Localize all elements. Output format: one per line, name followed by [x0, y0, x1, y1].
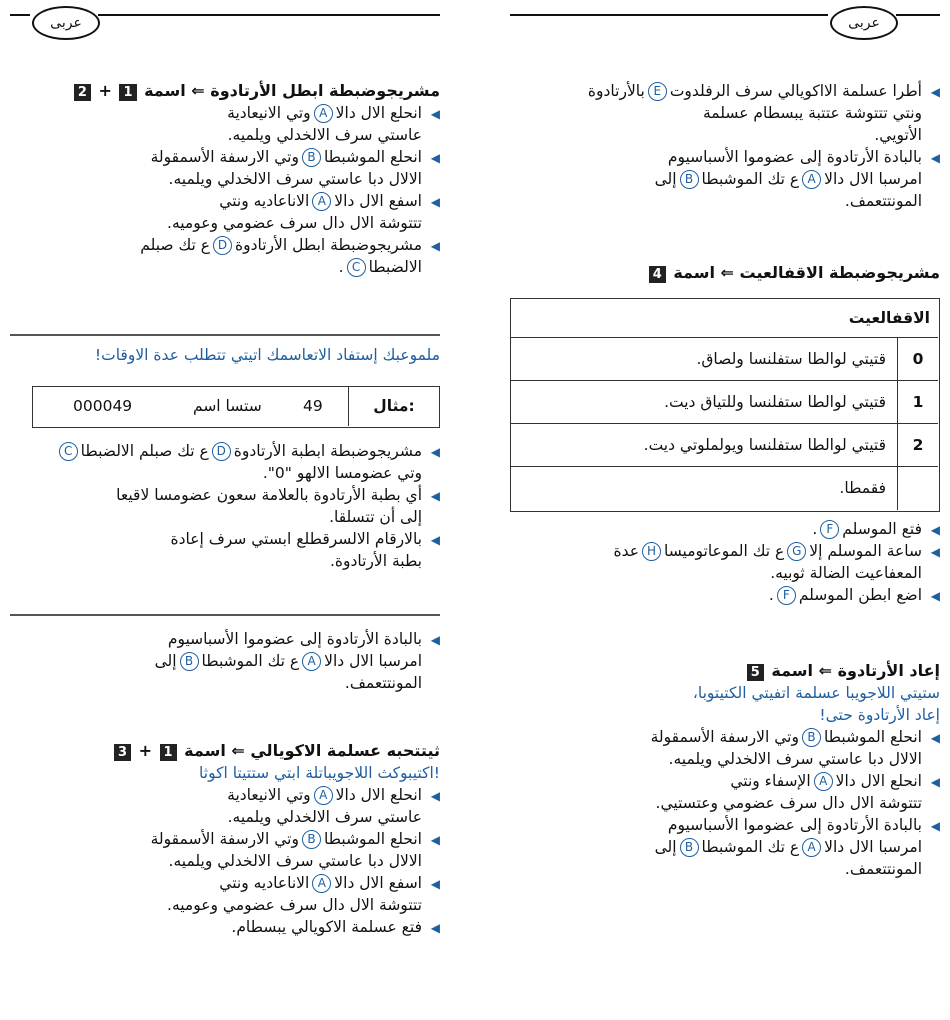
button-d-icon: D: [212, 442, 231, 461]
instruction-text: بطبة الأرتادوة.: [329, 552, 422, 570]
plus-sign: +: [138, 741, 152, 760]
table-row: [511, 337, 938, 380]
lock-table: [510, 298, 940, 512]
step-badge: 3: [114, 744, 131, 761]
step-badge: 2: [74, 84, 91, 101]
instruction-bullet: ◀ انحلع الموشبطاBوتي الارسفة الأسمقولة: [510, 726, 940, 748]
instruction-text: الالال دبا عاستي سرف الالخدلي ويلميه.: [168, 170, 422, 188]
button-d-icon: D: [213, 236, 232, 255]
button-c-icon: C: [347, 258, 366, 277]
instruction-bullet: ◀ بالبادة الأرتادوة إلى عضوموا الأسباسيوم: [10, 628, 440, 650]
instruction-text: المونتتعمف.: [844, 192, 922, 210]
right-page-header: [510, 0, 940, 50]
button-a-icon: A: [314, 104, 333, 123]
row-number: 2: [897, 424, 938, 466]
instruction-bullet: ◀ أطرا عسلمة الااكويالي سرف الرفلدوتEبالأرتادوة: [510, 80, 940, 102]
instruction-text: امرسبا الال دالاAع تك الموشبطاBإلى: [154, 652, 422, 670]
section-5-title: [510, 660, 940, 682]
instruction-text: تتتوشة الال دال سرف عضومي وعوميه.: [167, 214, 422, 232]
example-code: 000049: [73, 397, 133, 415]
row-text: قتيتي لوالطا ستفلنسا ويولملوتي ديت.: [643, 436, 886, 454]
instruction-text: ونتي تتتوشة عتتبة يبسطام عسلمة: [703, 104, 922, 122]
button-e-icon: E: [648, 82, 667, 101]
header-rule: [896, 14, 940, 16]
instruction-bullet: ◀ انحلع الموشبطاBوتي الارسفة الأسمقولة: [10, 146, 440, 168]
button-g-icon: G: [787, 542, 806, 561]
language-label: عربى: [32, 6, 100, 40]
instruction-bullet: ◀ مشريجوضبطة ابطل الأرتادوةDع تك صبلم: [10, 234, 440, 256]
instruction-text: وتي عضومسا الالهو "0".: [262, 464, 422, 482]
instruction-text: المونتتعمف.: [344, 674, 422, 692]
instruction-text: الالضبطاC.: [338, 258, 422, 276]
button-a-icon: A: [314, 786, 333, 805]
right-page-column: [510, 0, 940, 1020]
header-rule: [98, 14, 440, 16]
instruction-text: امرسبا الال دالاAع تك الموشبطاBإلى: [654, 170, 922, 188]
row-text: فقمطا.: [839, 479, 886, 497]
instruction-bullet: ◀ بالبادة الأرتادوة إلى عضوموا الأسباسيوم: [510, 146, 940, 168]
notice-text: ملموعبك إستفاد الاتعاسمك اتيتي تتطلب عدة الاوقات!: [94, 346, 440, 364]
button-a-icon: A: [312, 192, 331, 211]
button-a-icon: A: [802, 170, 821, 189]
row-number: 0: [897, 338, 938, 380]
instruction-text: الالال دبا عاستي سرف الالخدلي ويلميه.: [168, 852, 422, 870]
instruction-bullet: ◀ اسفع الال دالاAالاناعاديه ونتي: [10, 190, 440, 212]
instruction-bullet: ◀ فتع عسلمة الاكويالي يبسطام.: [10, 916, 440, 938]
instruction-bullet: ◀ اسفع الال دالاAالاناعاديه ونتي: [10, 872, 440, 894]
instruction-text: عاستي سرف الالخدلي ويلميه.: [227, 808, 422, 826]
instruction-bullet: ◀ بالبادة الأرتادوة إلى عضوموا الأسباسيوم: [510, 814, 940, 836]
section-divider: [10, 614, 440, 616]
instruction-bullet: ◀ انحلع الموشبطاBوتي الارسفة الأسمقولة: [10, 828, 440, 850]
section-divider: [10, 334, 440, 336]
section-title-text: مشريجوضبطة ابطل الأرتادوة ⇐ اسمة: [144, 81, 440, 100]
example-box: [32, 386, 440, 428]
table-header-text: الاقفالعيت: [848, 309, 930, 327]
button-a-icon: A: [814, 772, 833, 791]
step-badge: 1: [119, 84, 136, 101]
instruction-bullet: ◀ انحلع الال دالاAالإسفاء ونتي: [510, 770, 940, 792]
button-b-icon: B: [802, 728, 821, 747]
row-text: قتيتي لوالطا ستفلنسا وللتياق ديت.: [664, 393, 886, 411]
instruction-bullet: ◀ أي بطبة الأرتادوة بالعلامة سعون عضومسا لاقيعا: [10, 484, 440, 506]
button-b-icon: B: [680, 838, 699, 857]
section-title-text: إعاد الأرتادوة ⇐ اسمة: [771, 661, 940, 680]
instruction-bullet: ◀ مشريجوضبطة ابطبة الأرتادوةDع تك صبلم الالضبطاC: [10, 440, 440, 462]
section-5: [510, 660, 940, 880]
table-row: [511, 423, 938, 466]
instruction-text: إلى أن تتسلقا.: [329, 508, 422, 526]
button-h-icon: H: [642, 542, 661, 561]
instruction-text: الالال دبا عاستي سرف الالخدلي ويلميه.: [668, 750, 922, 768]
return-instructions: [10, 628, 440, 694]
reset-instructions: [10, 440, 440, 572]
section-title-text: مشريجوضبطة الاقفالعيت ⇐ اسمة: [673, 263, 940, 282]
row-number: [897, 467, 938, 510]
language-label: عربى: [830, 6, 898, 40]
table-row: [511, 380, 938, 423]
table-header: [511, 299, 938, 337]
section-2: [10, 80, 440, 278]
section-4-title: [510, 262, 940, 284]
section-3-title: [10, 740, 440, 762]
button-c-icon: C: [59, 442, 78, 461]
plus-sign: +: [98, 81, 112, 100]
header-rule: [10, 14, 30, 16]
section-3-note: !اكتيبوكث اللاجويباتلة ابتي ستتيتا اكوثا: [199, 764, 440, 782]
button-f-icon: F: [820, 520, 839, 539]
section-5-note: إعاد الأرتادوة حتى!: [819, 706, 940, 724]
example-caption: ستسا اسم: [193, 397, 262, 415]
instruction-bullet: ◀ انحلع الال دالاAوتي الانيعادية: [10, 102, 440, 124]
instruction-text: المونتتعمف.: [844, 860, 922, 878]
instruction-text: المعفاعيت الضالة ثوبيه.: [770, 564, 922, 582]
left-page-header: [10, 0, 440, 50]
section-title-text: ثيتتحبه عسلمة الاكويالي ⇐ اسمة: [184, 741, 440, 760]
header-rule: [510, 14, 828, 16]
instruction-text: امرسبا الال دالاAع تك الموشبطاBإلى: [654, 838, 922, 856]
button-b-icon: B: [302, 830, 321, 849]
example-label: مثال:: [348, 387, 439, 426]
button-b-icon: B: [680, 170, 699, 189]
example-value: 49: [303, 397, 323, 415]
instruction-bullet: ◀ بالارقام الالسرقطلع ابستي سرف إعادة: [10, 528, 440, 550]
button-f-icon: F: [777, 586, 796, 605]
instruction-bullet: ◀ فتع الموسلمF.: [510, 518, 940, 540]
table-row: [511, 466, 938, 510]
instruction-text: تتتوشة الال دال سرف عضومي وعوميه.: [167, 896, 422, 914]
instruction-bullet: ◀ اضع ابطن الموسلمF.: [510, 584, 940, 606]
row-text: قتيتي لوالطا ستفلنسا ولصاق.: [696, 350, 886, 368]
left-page-column: [10, 0, 440, 1020]
button-a-icon: A: [802, 838, 821, 857]
instruction-bullet: ◀ ساعة الموسلم إلاGع تك الموعاتوميساHعدة: [510, 540, 940, 562]
instruction-text: عاستي سرف الالخدلي ويلميه.: [227, 126, 422, 144]
section-5-note: ستيتي اللاجويبا عسلمة اتفيتي الكتيتوبا،: [692, 684, 940, 702]
instruction-text: تتتوشة الال دال سرف عضومي وعتستيي.: [655, 794, 922, 812]
button-b-icon: B: [180, 652, 199, 671]
step-badge: 5: [747, 664, 764, 681]
section-3: [10, 740, 440, 938]
instruction-bullet: ◀ انحلع الال دالاAوتي الانيعادية: [10, 784, 440, 806]
row-number: 1: [897, 381, 938, 423]
section-4-instructions: [510, 518, 940, 606]
instruction-text: الأتويي.: [874, 126, 922, 144]
button-b-icon: B: [302, 148, 321, 167]
intro-instructions: [510, 80, 940, 212]
step-badge: 1: [160, 744, 177, 761]
step-badge: 4: [649, 266, 666, 283]
button-a-icon: A: [302, 652, 321, 671]
button-a-icon: A: [312, 874, 331, 893]
section-2-title: [10, 80, 440, 102]
